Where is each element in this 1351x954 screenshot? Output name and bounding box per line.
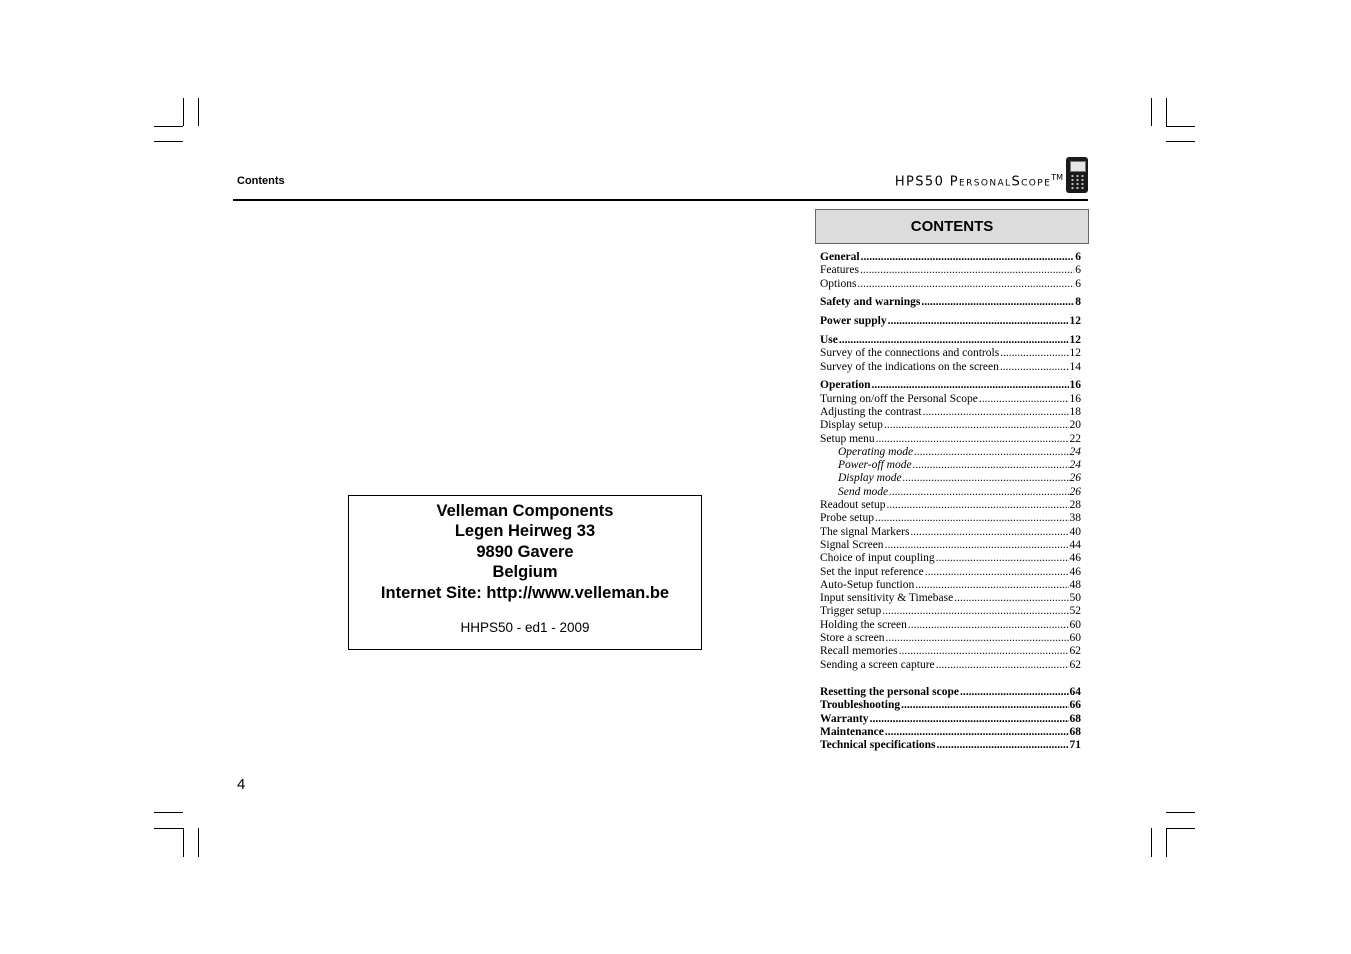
website[interactable]: Internet Site: http://www.velleman.be — [380, 583, 670, 602]
toc-page: 52 — [1069, 605, 1081, 618]
toc-leader — [888, 315, 1069, 328]
toc-entry[interactable] — [820, 379, 1081, 392]
toc-leader — [886, 632, 1069, 645]
toc-page: 46 — [1069, 565, 1081, 578]
toc-leader — [884, 419, 1069, 432]
page-number: 4 — [237, 776, 246, 793]
toc-entry[interactable] — [820, 713, 1081, 726]
toc-leader — [915, 579, 1068, 592]
edition-info: HHPS50 - ed1 - 2009 — [460, 620, 590, 636]
toc-entry[interactable] — [820, 499, 1081, 512]
crop-mark — [183, 98, 184, 126]
toc-entry[interactable] — [820, 393, 1081, 406]
country: Belgium — [492, 563, 558, 582]
toc-leader — [899, 645, 1069, 658]
street: Legen Heirweg 33 — [454, 522, 596, 541]
toc-page: 28 — [1069, 499, 1081, 512]
toc-title: Store a screen — [820, 632, 885, 645]
toc-entry[interactable] — [820, 552, 1081, 565]
toc-leader — [886, 499, 1068, 512]
toc-leader — [885, 726, 1069, 739]
toc-leader — [914, 446, 1068, 459]
toc-page: 62 — [1069, 658, 1081, 671]
toc-page: 6 — [1075, 264, 1081, 277]
toc-entry[interactable] — [820, 446, 1081, 459]
toc-entry[interactable] — [820, 726, 1081, 739]
toc-page: 44 — [1069, 538, 1081, 551]
toc-page: 38 — [1069, 512, 1081, 525]
product-name: HPS50 PersonalScope — [894, 174, 1052, 190]
toc-leader — [870, 713, 1069, 726]
toc-title: Survey of the indications on the screen — [820, 360, 999, 373]
toc-title: Holding the screen — [820, 618, 907, 631]
toc-page: 60 — [1069, 632, 1081, 645]
toc-page: 68 — [1069, 725, 1081, 738]
toc-page: 12 — [1069, 333, 1081, 346]
toc-entry[interactable] — [820, 406, 1081, 419]
toc-title: Use — [820, 333, 838, 346]
toc-leader — [901, 699, 1068, 712]
toc-leader — [876, 433, 1069, 446]
toc-page: 66 — [1069, 699, 1081, 712]
toc-leader — [875, 512, 1069, 525]
toc-page: 62 — [1069, 645, 1081, 658]
crop-mark — [1166, 812, 1195, 813]
toc-title: Warranty — [820, 712, 869, 725]
toc-entry[interactable] — [820, 592, 1081, 605]
toc-entry[interactable] — [820, 459, 1081, 472]
toc-title: General — [820, 251, 860, 263]
crop-mark — [154, 126, 183, 127]
toc-page: 22 — [1069, 432, 1081, 445]
toc-leader — [1000, 347, 1068, 360]
toc-page: 12 — [1069, 315, 1081, 328]
crop-mark — [1151, 828, 1152, 857]
toc-leader — [936, 552, 1069, 565]
toc-title: Trigger setup — [820, 605, 882, 618]
toc-title: Adjusting the contrast — [820, 405, 922, 418]
toc-title: Signal Screen — [820, 538, 884, 551]
toc-leader — [889, 486, 1068, 499]
toc-title: Set the input reference — [820, 565, 924, 578]
toc-page: 24 — [1069, 459, 1081, 472]
toc-leader — [979, 393, 1069, 406]
table-of-contents — [820, 251, 1081, 752]
toc-title: Sending a screen capture — [820, 658, 935, 671]
contents-heading: CONTENTS — [815, 209, 1089, 244]
toc-leader — [1000, 361, 1069, 374]
oscilloscope-device-icon — [1066, 157, 1088, 193]
toc-leader — [960, 686, 1069, 699]
toc-page: 6 — [1075, 277, 1081, 290]
toc-leader — [871, 379, 1068, 392]
toc-entry[interactable] — [820, 361, 1081, 374]
toc-leader — [913, 459, 1069, 472]
toc-title: Features — [820, 264, 859, 277]
address-box — [348, 495, 702, 650]
toc-title: Auto-Setup function — [820, 578, 915, 591]
toc-page: 24 — [1069, 445, 1081, 458]
toc-entry[interactable] — [820, 739, 1081, 752]
toc-title: Power supply — [820, 315, 887, 328]
toc-page: 68 — [1069, 712, 1081, 725]
toc-title: Display mode — [838, 472, 902, 485]
crop-mark — [198, 98, 199, 126]
toc-title: Readout setup — [820, 499, 886, 512]
toc-leader — [954, 592, 1068, 605]
toc-title: Send mode — [838, 485, 889, 498]
toc-page: 26 — [1069, 472, 1081, 485]
toc-leader — [910, 526, 1068, 539]
toc-leader — [839, 334, 1069, 347]
toc-entry[interactable] — [820, 645, 1081, 658]
toc-entry[interactable] — [820, 526, 1081, 539]
toc-entry[interactable] — [820, 579, 1081, 592]
toc-title: Maintenance — [820, 725, 884, 738]
toc-entry[interactable] — [820, 296, 1081, 309]
toc-leader — [937, 739, 1069, 752]
crop-mark — [1166, 141, 1195, 142]
crop-mark — [154, 141, 183, 142]
toc-entry[interactable] — [820, 539, 1081, 552]
toc-title: Options — [820, 277, 857, 290]
toc-entry[interactable] — [820, 315, 1081, 328]
toc-entry[interactable] — [820, 347, 1081, 360]
toc-page: 46 — [1069, 552, 1081, 565]
crop-mark — [1166, 828, 1195, 829]
toc-page: 40 — [1069, 525, 1081, 538]
toc-page: 20 — [1069, 419, 1081, 432]
toc-title: Resetting the personal scope — [820, 685, 959, 698]
toc-entry[interactable] — [820, 334, 1081, 347]
toc-entry[interactable] — [820, 472, 1081, 485]
toc-page: 12 — [1069, 347, 1081, 360]
trademark: TM — [1051, 173, 1063, 182]
toc-page: 26 — [1069, 485, 1081, 498]
toc-title: Power-off mode — [838, 459, 912, 472]
crop-mark — [1166, 98, 1167, 126]
crop-mark — [154, 812, 183, 813]
toc-leader — [861, 251, 1075, 264]
toc-title: Operation — [820, 379, 871, 392]
toc-leader — [882, 605, 1068, 618]
toc-title: Safety and warnings — [820, 296, 921, 309]
toc-title: Display setup — [820, 419, 883, 432]
section-header: Contents — [237, 175, 285, 187]
toc-leader — [936, 659, 1069, 672]
toc-title: Technical specifications — [820, 739, 936, 752]
toc-title: Survey of the connections and controls — [820, 347, 1000, 360]
product-title — [895, 173, 1063, 189]
toc-title: Input sensitivity & Timebase — [820, 592, 954, 605]
city: 9890 Gavere — [476, 542, 574, 561]
toc-page: 18 — [1069, 405, 1081, 418]
toc-leader — [923, 406, 1069, 419]
toc-entry[interactable] — [820, 619, 1081, 632]
toc-entry[interactable] — [820, 433, 1081, 446]
toc-leader — [925, 566, 1069, 579]
toc-page: 16 — [1069, 379, 1081, 392]
toc-title: Turning on/off the Personal Scope — [820, 392, 978, 405]
crop-mark — [154, 828, 183, 829]
toc-title: Recall memories — [820, 645, 898, 658]
toc-page: 64 — [1069, 685, 1081, 698]
toc-entry[interactable] — [820, 686, 1081, 699]
toc-leader — [921, 296, 1074, 309]
toc-leader — [860, 264, 1074, 277]
toc-title: Probe setup — [820, 512, 874, 525]
toc-leader — [885, 539, 1069, 552]
toc-page: 6 — [1075, 251, 1081, 263]
toc-entry[interactable] — [820, 512, 1081, 525]
toc-entry[interactable] — [820, 605, 1081, 618]
toc-entry[interactable] — [820, 486, 1081, 499]
toc-page: 60 — [1069, 618, 1081, 631]
toc-title: Troubleshooting — [820, 699, 901, 712]
crop-mark — [183, 828, 184, 857]
toc-entry[interactable] — [820, 566, 1081, 579]
toc-entry[interactable] — [820, 264, 1081, 277]
crop-mark — [198, 828, 199, 857]
toc-title: Operating mode — [838, 445, 914, 458]
crop-mark — [1151, 98, 1152, 126]
toc-page: 14 — [1069, 360, 1081, 373]
toc-title: Choice of input coupling — [820, 552, 935, 565]
toc-title: The signal Markers — [820, 525, 910, 538]
toc-entry[interactable] — [820, 278, 1081, 291]
toc-page: 48 — [1069, 578, 1081, 591]
toc-entry[interactable] — [820, 699, 1081, 712]
toc-entry[interactable] — [820, 251, 1081, 264]
toc-entry[interactable] — [820, 419, 1081, 432]
toc-page: 50 — [1069, 592, 1081, 605]
header-rule — [233, 199, 1088, 201]
toc-leader — [908, 619, 1069, 632]
crop-mark — [1166, 126, 1195, 127]
toc-entry[interactable] — [820, 632, 1081, 645]
toc-page: 16 — [1069, 392, 1081, 405]
toc-page: 8 — [1075, 296, 1081, 309]
toc-leader — [903, 472, 1069, 485]
toc-title: Setup menu — [820, 432, 875, 445]
toc-leader — [857, 278, 1074, 291]
toc-entry[interactable] — [820, 659, 1081, 672]
crop-mark — [1166, 828, 1167, 857]
company-name: Velleman Components — [436, 502, 614, 520]
toc-page: 71 — [1069, 739, 1081, 752]
